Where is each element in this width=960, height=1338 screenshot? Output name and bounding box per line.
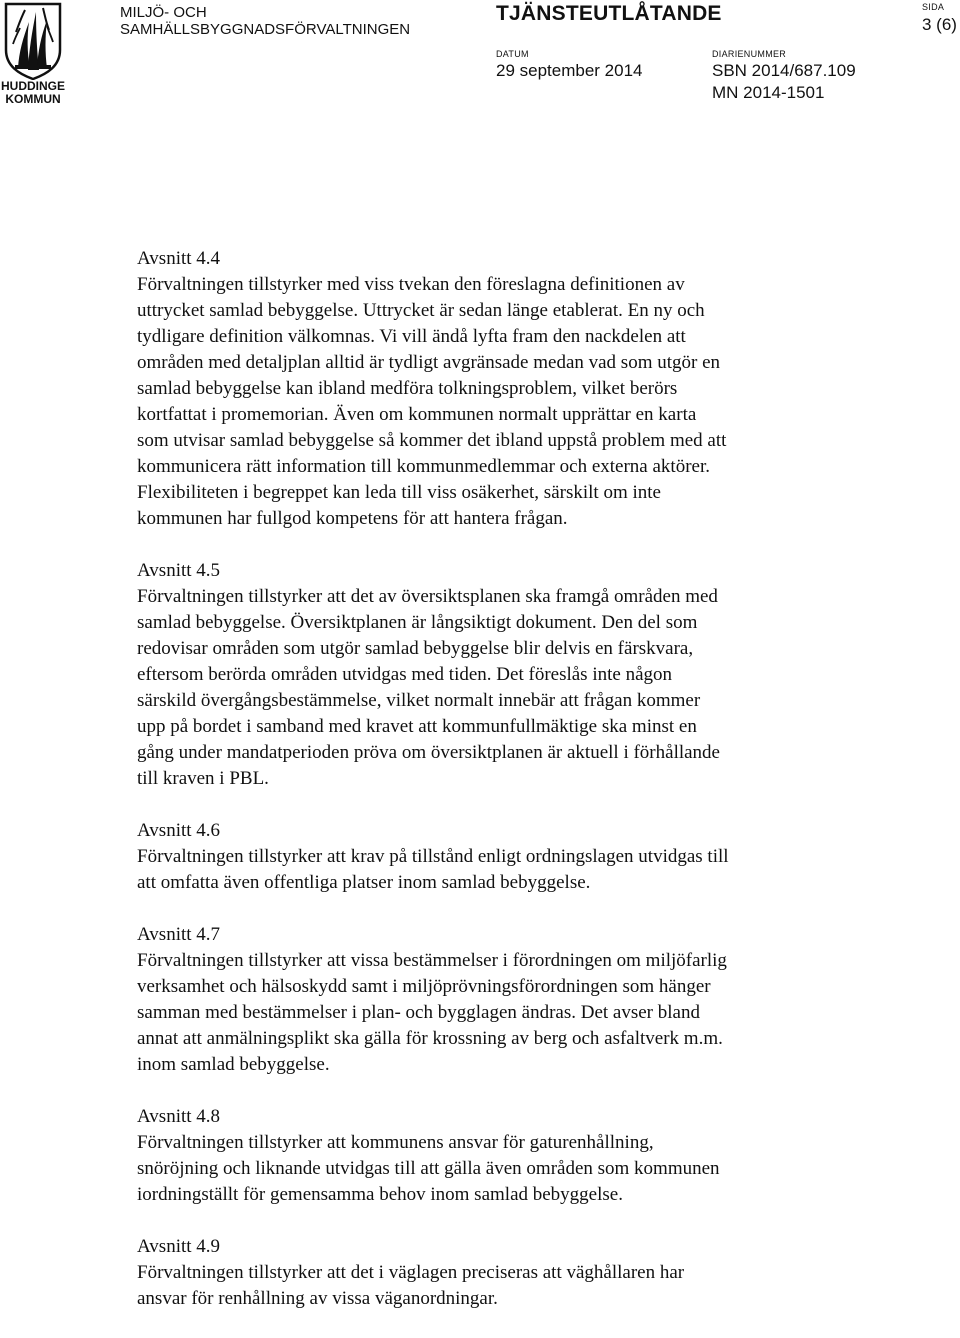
text-line: Förvaltningen tillstyrker att det i väglagen preciseras att väghållaren har [137, 1262, 685, 1283]
section-title: Avsnitt 4.5 [137, 560, 221, 581]
text-line: Förvaltningen tillstyrker att vissa bestämmelser i förordningen om miljöfarlig [137, 950, 727, 971]
text-line: som utvisar samlad bebyggelse så kommer det ibland uppstå problem med att [137, 430, 727, 451]
page-number: 3 (6) [922, 15, 957, 34]
text-line: samlad bebyggelse. Översiktplanen är långsiktigt dokument. Den del som [137, 612, 698, 633]
text-line: annat att anmälningsplikt ska gälla för krossning av berg och asfaltverk m.m. [137, 1028, 723, 1049]
text-line: att omfatta även offentliga platser inom samlad bebyggelse. [137, 872, 591, 893]
huddinge-coat-of-arms-icon [3, 2, 63, 80]
text-line: inom samlad bebyggelse. [137, 1054, 330, 1075]
section-title: Avsnitt 4.8 [137, 1106, 221, 1127]
section-4-4 [137, 246, 937, 532]
organization-name [120, 4, 410, 38]
date-value: 29 september 2014 [496, 61, 643, 80]
text-line: kortfattat i promemorian. Även om kommunen normalt upprättar en karta [137, 404, 697, 425]
registration-number-label: DIARIENUMMER [712, 49, 787, 59]
text-line: uttrycket samlad bebyggelse. Uttrycket är sedan länge etablerat. En ny och [137, 300, 705, 321]
text-line: iordningställt för gemensamma behov inom samlad bebyggelse. [137, 1184, 623, 1205]
section-title: Avsnitt 4.9 [137, 1236, 221, 1257]
organization-line2: SAMHÄLLSBYGGNADSFÖRVALTNINGEN [120, 21, 411, 38]
section-title: Avsnitt 4.6 [137, 820, 221, 841]
section-4-7 [137, 922, 937, 1078]
registration-number-2: MN 2014-1501 [712, 83, 825, 102]
text-line: snöröjning och liknande utvidgas till att gälla även områden som kommunen [137, 1158, 720, 1179]
text-line: tydligare definition välkomnas. Vi vill ändå lyfta fram den nackdelen att [137, 326, 686, 347]
page-label: SIDA [922, 2, 945, 12]
organization-line1: MILJÖ- OCH [120, 4, 207, 21]
text-line: redovisar områden som utgör samlad bebyggelse blir delvis en färskvara, [137, 638, 694, 659]
text-line: verksamhet och hälsoskydd samt i miljöprövningsförordningen som hänger [137, 976, 711, 997]
municipality-logo [0, 0, 66, 108]
document-type: TJÄNSTEUTLÅTANDE [496, 2, 722, 25]
text-line: Förvaltningen tillstyrker att krav på tillstånd enligt ordningslagen utvidgas till [137, 846, 729, 867]
text-line: ansvar för renhållning av vissa väganordningar. [137, 1288, 498, 1309]
text-line: upp på bordet i samband med kravet att kommunfullmäktige ska minst en [137, 716, 697, 737]
section-title: Avsnitt 4.4 [137, 248, 221, 269]
date-label: DATUM [496, 49, 529, 59]
text-line: kommunicera rätt information till kommunmedlemmar och externa aktörer. [137, 456, 710, 477]
text-line: samlad bebyggelse kan ibland medföra tolkningsproblem, vilket berörs [137, 378, 678, 399]
section-title: Avsnitt 4.7 [137, 924, 221, 945]
section-4-9 [137, 1234, 937, 1312]
section-4-8 [137, 1104, 937, 1208]
text-line: särskild övergångsbestämmelse, vilket normalt innebär att frågan kommer [137, 690, 701, 711]
text-line: kommunen har fullgod kompetens för att hantera frågan. [137, 508, 568, 529]
logo-text-line2: KOMMUN [5, 92, 61, 106]
logo-text-line1: HUDDINGE [0, 79, 65, 93]
text-line: eftersom berörda områden utvidgas med tiden. Det föreslås inte någon [137, 664, 672, 685]
document-header [0, 0, 960, 110]
text-line: samman med bestämmelser i plan- och bygglagen ändras. Det avser bland [137, 1002, 700, 1023]
section-4-6 [137, 818, 937, 896]
section-4-5 [137, 558, 937, 792]
text-line: Flexibiliteten i begreppet kan leda till viss osäkerhet, särskilt om inte [137, 482, 661, 503]
text-line: Förvaltningen tillstyrker att det av översiktsplanen ska framgå områden med [137, 586, 718, 607]
text-line: Förvaltningen tillstyrker med viss tvekan den föreslagna definitionen av [137, 274, 685, 295]
text-line: Förvaltningen tillstyrker att kommunens ansvar för gaturenhållning, [137, 1132, 654, 1153]
registration-number-1: SBN 2014/687.109 [712, 61, 856, 80]
text-line: gång under mandatperioden pröva om översiktplanen är aktuell i förhållande [137, 742, 720, 763]
text-line: områden med detaljplan alltid är tydligt avgränsade medan vad som utgör en [137, 352, 721, 373]
text-line: till kraven i PBL. [137, 768, 269, 789]
document-body [137, 246, 937, 1338]
